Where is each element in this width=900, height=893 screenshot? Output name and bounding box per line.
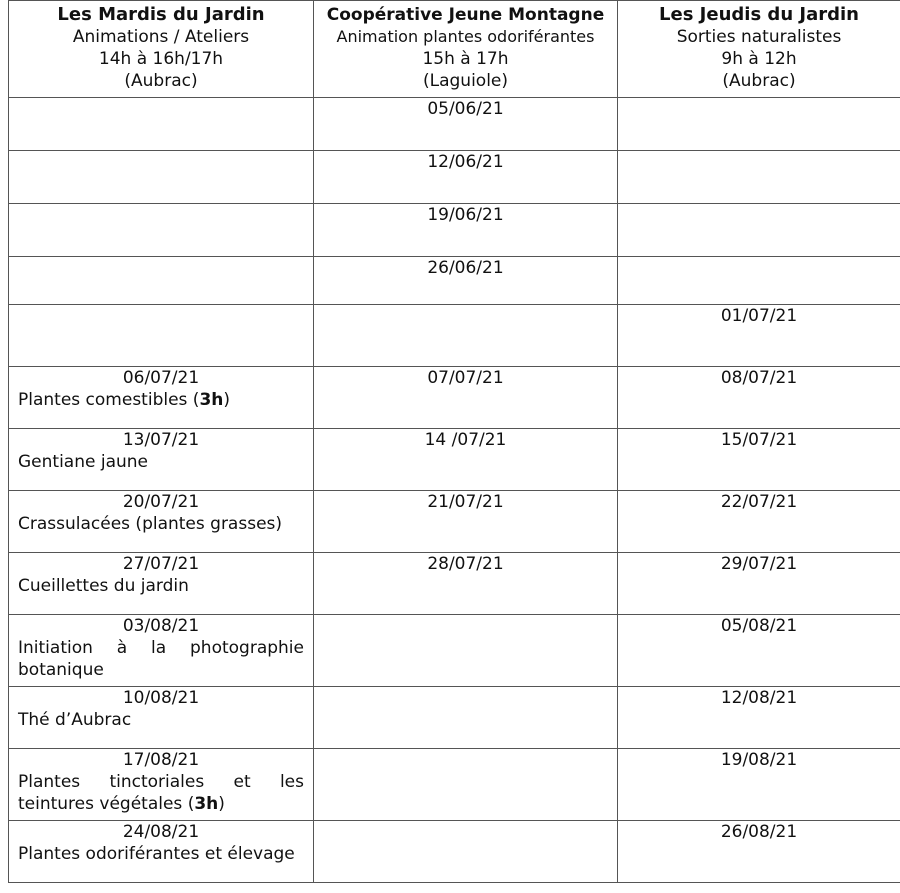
activity-text: Initiation à la photographie botanique: [18, 638, 304, 680]
table-row: [9, 305, 900, 367]
activity-text-end: ): [223, 390, 231, 410]
table-row: [9, 204, 900, 257]
header-title: Les Mardis du Jardin: [57, 4, 265, 25]
table-row: [9, 553, 900, 615]
mardi-date: 17/08/21: [122, 750, 200, 770]
mardi-activity: [18, 709, 304, 731]
jeudi-date: [618, 204, 900, 257]
cooperative-date: [314, 615, 618, 687]
table-row: [9, 429, 900, 491]
jeudi-date: [618, 151, 900, 204]
activity-text: Cueillettes du jardin: [18, 576, 189, 596]
mardi-cell: [9, 367, 314, 429]
table-row: [9, 615, 900, 687]
jeudi-date: 29/07/21: [618, 553, 900, 615]
cooperative-date: [314, 749, 618, 821]
table-row: [9, 367, 900, 429]
mardi-activity: [18, 843, 304, 865]
header-cooperative: [314, 1, 618, 98]
activity-duration: 3h: [194, 794, 219, 814]
mardi-activity: [18, 389, 304, 411]
cooperative-date: [314, 821, 618, 883]
header-line: 9h à 12h: [721, 49, 797, 69]
jeudi-date: 08/07/21: [618, 367, 900, 429]
header-line: (Laguiole): [422, 71, 509, 91]
mardi-cell: [9, 687, 314, 749]
header-jeudis: [618, 1, 900, 98]
activity-text: Plantes comestibles (: [18, 390, 200, 410]
mardi-cell: [9, 821, 314, 883]
mardi-cell: [9, 151, 314, 204]
header-line: Animations / Ateliers: [72, 27, 250, 47]
mardi-cell: [9, 305, 314, 367]
mardi-cell: [9, 615, 314, 687]
mardi-cell: [9, 204, 314, 257]
mardi-cell: [9, 429, 314, 491]
header-line: Animation plantes odoriférantes: [336, 27, 595, 46]
mardi-date: 20/07/21: [122, 492, 200, 512]
mardi-date: 24/08/21: [122, 822, 200, 842]
jeudi-date: 12/08/21: [618, 687, 900, 749]
mardi-activity: [18, 575, 304, 597]
jeudi-date: 26/08/21: [618, 821, 900, 883]
mardi-date: 03/08/21: [122, 616, 200, 636]
header-line: 15h à 17h: [422, 49, 509, 69]
cooperative-date: 05/06/21: [314, 98, 618, 151]
table-row: [9, 687, 900, 749]
mardi-cell: [9, 491, 314, 553]
schedule-table: [8, 0, 900, 883]
jeudi-date: 22/07/21: [618, 491, 900, 553]
header-mardis: [9, 1, 314, 98]
activity-duration: 3h: [199, 390, 224, 410]
mardi-cell: [9, 257, 314, 305]
mardi-cell: [9, 98, 314, 151]
schedule-body: [9, 98, 900, 883]
mardi-cell: [9, 553, 314, 615]
cooperative-date: [314, 687, 618, 749]
header-line: 14h à 16h/17h: [98, 49, 224, 69]
header-title: Coopérative Jeune Montagne: [326, 5, 605, 25]
jeudi-date: 15/07/21: [618, 429, 900, 491]
header-line: (Aubrac): [722, 71, 796, 91]
activity-text-end: ): [218, 794, 225, 814]
mardi-date: 10/08/21: [122, 688, 200, 708]
header-line: Sorties naturalistes: [676, 27, 842, 47]
cooperative-date: 28/07/21: [314, 553, 618, 615]
cooperative-date: 19/06/21: [314, 204, 618, 257]
mardi-date: 13/07/21: [122, 430, 200, 450]
mardi-cell: [9, 749, 314, 821]
jeudi-date: 19/08/21: [618, 749, 900, 821]
cooperative-date: 07/07/21: [314, 367, 618, 429]
jeudi-date: [618, 257, 900, 305]
header-title: Les Jeudis du Jardin: [659, 4, 859, 25]
cooperative-date: 26/06/21: [314, 257, 618, 305]
table-row: [9, 821, 900, 883]
jeudi-date: [618, 98, 900, 151]
cooperative-date: [314, 305, 618, 367]
table-row: [9, 151, 900, 204]
mardi-activity: [18, 513, 304, 535]
activity-text: Thé d’Aubrac: [18, 710, 132, 730]
cooperative-date: 12/06/21: [314, 151, 618, 204]
table-row: [9, 98, 900, 151]
mardi-activity: [18, 637, 304, 681]
activity-text: Crassulacées (plantes grasses): [18, 514, 283, 534]
cooperative-date: 14 /07/21: [314, 429, 618, 491]
mardi-activity: [18, 771, 304, 815]
cooperative-date: 21/07/21: [314, 491, 618, 553]
header-line: (Aubrac): [124, 71, 198, 91]
jeudi-date: 01/07/21: [618, 305, 900, 367]
activity-text: Plantes odoriférantes et élevage: [18, 844, 295, 864]
jeudi-date: 05/08/21: [618, 615, 900, 687]
mardi-activity: [18, 451, 304, 473]
table-row: [9, 257, 900, 305]
table-row: [9, 749, 900, 821]
mardi-date: 27/07/21: [122, 554, 200, 574]
table-row: [9, 491, 900, 553]
header-row: [9, 1, 900, 98]
activity-text: Plantes tinctoriales et les teintures végétales (: [18, 772, 304, 814]
activity-text: Gentiane jaune: [18, 452, 148, 472]
mardi-date: 06/07/21: [122, 368, 200, 388]
